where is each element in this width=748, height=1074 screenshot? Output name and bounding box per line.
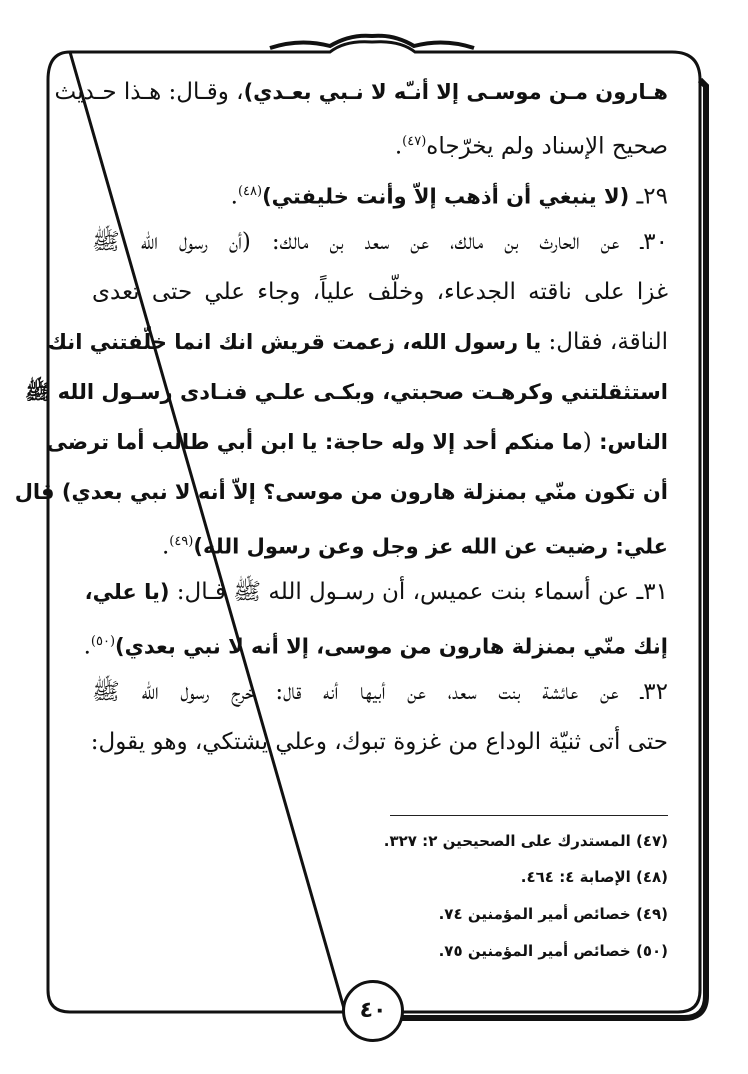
text-line: [54, 72, 668, 112]
plain-text: غزا على ناقته الجدعاء، وخلّف علياً، وجاء علي حتى تعدى: [92, 279, 668, 305]
text-line: [24, 372, 668, 412]
footnote-ref: (٤٩): [169, 534, 194, 549]
text-line: [84, 572, 668, 612]
bold-text: أن تكون منّي بمنزلة هارون من موسى؟ إلاّ أنه لا نبي بعدي) قال: [14, 480, 668, 504]
page-number: ٤٠: [342, 980, 404, 1042]
bold-text: الناس:: [591, 430, 668, 454]
footnote-ref: (٤٨): [237, 184, 263, 199]
text-line: [46, 422, 668, 462]
text-line: [83, 622, 668, 667]
text-line: [92, 522, 668, 567]
plain-text: الناقة، فقال:: [541, 329, 668, 355]
plain-text: .: [83, 633, 91, 660]
footnote: (٥٠) خصائص أمير المؤمنين ٧٥.: [438, 942, 668, 960]
text-line: [92, 222, 668, 262]
plain-text: .: [394, 133, 403, 160]
footnote: (٤٩) خصائص أمير المؤمنين ٧٤.: [438, 905, 668, 923]
bold-text: (يا علي،: [84, 580, 170, 604]
text-line: [92, 722, 668, 762]
plain-text: .: [161, 533, 170, 560]
plain-text: ٢٩ـ: [629, 183, 668, 210]
bold-text: (لا ينبغي أن أذهب إلاّ وأنت خليفتي): [262, 184, 630, 209]
plain-text: ٣٢ـ عن عائشة بنت سعد، عن أبيها أنه قال: خرج رسول الله ﷺ: [92, 679, 668, 705]
plain-text: صحيح الإسناد ولم يخرّجاه: [426, 133, 668, 160]
plain-text: ، وقـال: هـذا حـديث: [54, 79, 244, 105]
bold-text: استثقلتني وكرهـت صحبتي، وبكـى علـي فنـادى رسـول الله ﷺ: [24, 380, 668, 404]
bold-text: إنك منّي بمنزلة هارون من موسى، إلا أنه لا نبي بعدي): [115, 634, 668, 659]
footnote-separator: [390, 815, 668, 816]
bold-text: يا رسول الله، زعمت قريش انك انما خلّفتني انك: [47, 330, 542, 354]
footnote-ref: (٥٠): [90, 634, 116, 649]
text-line: [92, 272, 668, 312]
plain-text: حتى أتى ثنيّة الوداع من غزوة تبوك، وعلي يشتكي، وهو يقول:: [90, 729, 668, 755]
plain-text: .: [230, 183, 238, 210]
bold-text: علي: رضيت عن الله عز وجل وعن رسول الله): [193, 534, 668, 559]
plain-text: (: [582, 429, 592, 455]
footnote: (٤٧) المستدرك على الصحيحين ٢: ٣٢٧.: [383, 832, 668, 850]
bold-text: ما منكم أحد إلا وله حاجة: يا ابن أبي طالب أما ترضى: [46, 430, 583, 454]
text-line: [92, 122, 668, 167]
plain-text: ٣٠ـ عن الحارث بن مالك، عن سعد بن مالك: (أن رسول الله ﷺ: [92, 229, 668, 255]
footnote-ref: (٤٧): [402, 134, 427, 149]
text-line: [47, 322, 668, 362]
plain-text: ٣١ـ عن أسماء بنت عميس، أن رسـول الله ﷺ قـال:: [169, 579, 668, 605]
text-line: [92, 672, 668, 712]
bold-text: هـارون مـن موسـى إلا أنـّه لا نـبي بعـدي): [243, 80, 668, 104]
text-line: [14, 472, 668, 512]
footnote: (٤٨) الإصابة ٤: ٤٦٤.: [520, 868, 668, 886]
text-line: [92, 172, 668, 217]
